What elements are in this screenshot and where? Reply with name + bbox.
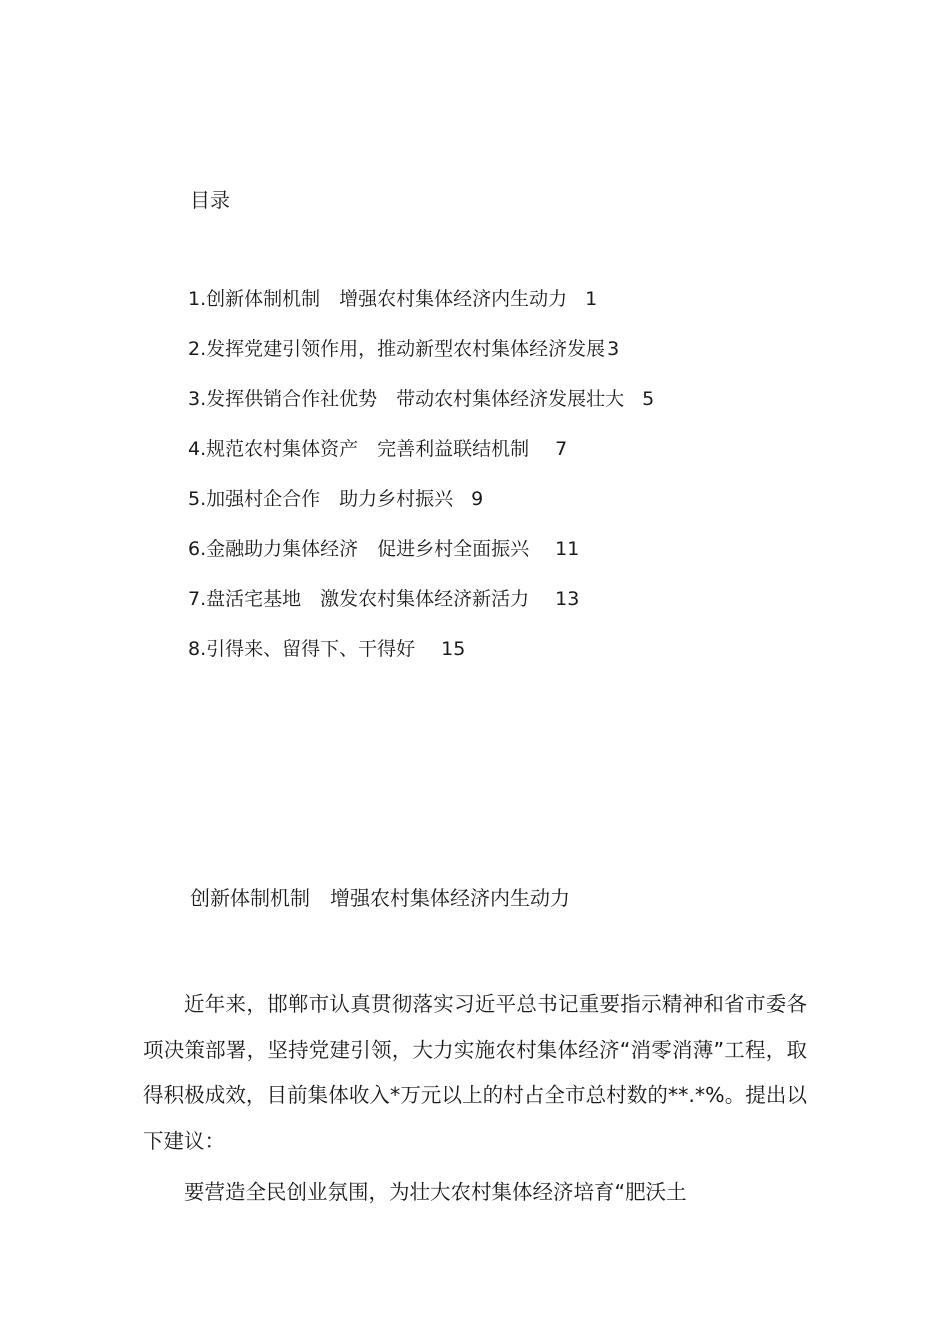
toc-item-page: 7 [555,438,568,460]
toc-item[interactable] [188,286,654,336]
toc-item-title: 8.引得来、留得下、干得好 [188,638,416,660]
toc-item-title: 7.盘活宅基地 激发农村集体经济新活力 [188,588,530,610]
toc-item-title: 5.加强村企合作 助力乡村振兴 [188,488,454,510]
toc-item-page: 3 [607,338,620,360]
toc-item-title: 1.创新体制机制 增强农村集体经济内生动力 [188,288,568,310]
section-title: 创新体制机制 增强农村集体经济内生动力 [190,886,570,910]
toc-item[interactable] [188,386,654,436]
toc-item-page: 15 [441,638,466,660]
toc-item-title: 4.规范农村集体资产 完善利益联结机制 [188,438,530,460]
paragraph: 近年来，邯郸市认真贯彻落实习近平总书记重要指示精神和省市委各项决策部署，坚持党建引领，大力实施农村集体经济“消零消薄”工程，取得积极成效，目前集体收入*万元以上的村占全市总村数的**.*%。提出以下建议： [143,992,807,1153]
table-of-contents [188,286,654,686]
toc-item-page: 13 [555,588,580,610]
toc-item[interactable] [188,636,654,686]
toc-item-page: 9 [471,488,484,510]
toc-item-title: 6.金融助力集体经济 促进乡村全面振兴 [188,538,530,560]
toc-heading: 目录 [190,188,230,212]
toc-item-title: 3.发挥供销合作社优势 带动农村集体经济发展壮大 [188,388,625,410]
toc-item-page: 5 [642,388,655,410]
toc-item[interactable] [188,436,654,486]
paragraph: 要营造全民创业氛围，为壮大农村集体经济培育“肥沃土 [184,1180,687,1204]
body-text [143,982,807,1222]
toc-item-page: 1 [585,288,598,310]
toc-item-title: 2.发挥党建引领作用，推动新型农村集体经济发展 [188,338,606,360]
toc-item[interactable] [188,586,654,636]
toc-item[interactable] [188,486,654,536]
toc-item[interactable] [188,536,654,586]
toc-item[interactable] [188,336,654,386]
toc-item-page: 11 [555,538,580,560]
